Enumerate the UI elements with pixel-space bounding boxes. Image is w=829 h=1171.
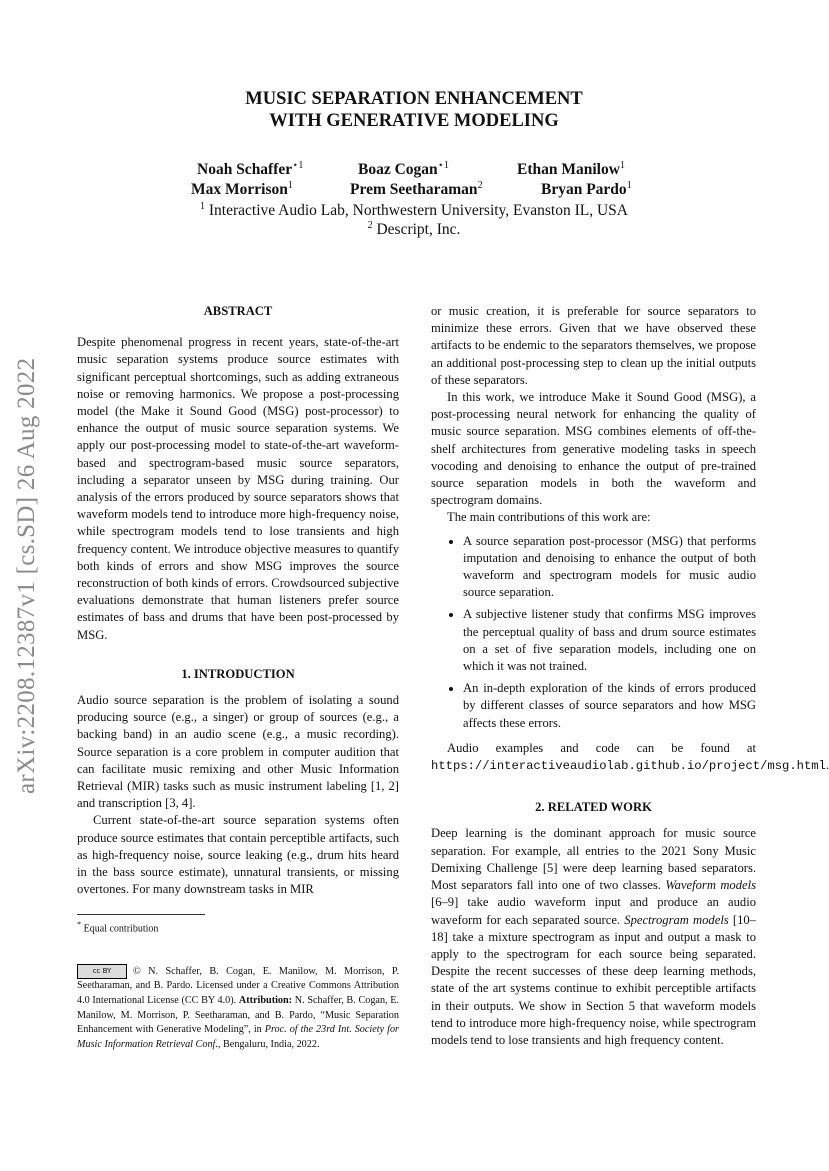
contribution-item: • A source separation post-processor (MSG) that performs imputation and denoising to enhance the output of both waveform and spectrogram models for music audio source separation. [463,533,756,602]
related-work-paragraph: Deep learning is the dominant approach for music source separation. For example, all entries to the 2021 Sony Music Demixing Challenge [5] were deep learning based separators. Most separators fall into one of two classes. Waveform models [6–9] take audio waveform input and produce an audio waveform for each separated source. Spectrogram models [10–18] take a mixture spectrogram as input and output a mask to apply to the spectrogram for each source being separated. Despite the recent successes of these deep learning methods, state of the art systems continue to exhibit perceptible artifacts in their outputs. We show in Section 5 that waveform models tend to introduce more high-frequency noise, while spectrogram models tend to lose transients and high frequency content. [431,826,757,1047]
footnote: * Equal contribution [77,920,159,935]
introduction-heading: 1. INTRODUCTION [181,666,295,681]
intro-paragraph-2: Current state-of-the-art source separation systems often produce source estimates that contain perceptible artifacts, such as high-frequency noise, source leaking (e.g., drum hits heard in the bass source estimate), unnatural transients, or missing overtones. For many downstream tasks in MIR [77,813,399,897]
attribution-text: N. Schaffer, B. Cogan, E. Manilow, M. Morrison, P. Seetharaman, and B. Pardo, “Music Separation Enhancement with Generative Modeling”, in [77,995,400,1036]
title-line-1: MUSIC SEPARATION ENHANCEMENT [245,89,583,109]
contribution-item: • An in-depth exploration of the kinds of errors produced by different classes of source separators and how MSG affects these errors. [463,680,756,732]
arxiv-identifier: arXiv:2208.12387v1 [cs.SD] 26 Aug 2022 [13,357,40,794]
right-paragraph-1: or music creation, it is preferable for source separators to minimize these errors. Given that we have observed these artifacts to be endemic to the separators themselves, we propose an additional post-processing step to clean up the initial outputs of these separators. [431,304,756,387]
related-work-heading: 2. RELATED WORK [535,800,652,815]
attribution-tail: , Bengaluru, India, 2022. [217,1038,320,1050]
license-text: © N. Schaffer, B. Cogan, E. Manilow, M. Morrison, P. Seetharaman, and B. Pardo. Licensed under a Creative Commons Attribution 4.0 International License (CC BY 4.0). [77,965,399,1007]
author-3: Ethan Manilow$^1$ [517,160,625,179]
left-column [77,303,399,899]
project-url-link[interactable]: https://interactiveaudiolab.github.io/project/msg.html [431,759,826,774]
footnote-rule [77,914,205,915]
paper-title [0,88,828,132]
intro-paragraph-1: Audio source separation is the problem of isolating a sound producing source (e.g., a singer) or group of sources (e.g., a backing band) in an audio scene (e.g., a music recording). Source separation is a core problem in computer audition that can facilitate music remixing and other Music Information Retrieval (MIR) tasks such as music instrument labeling [1, 2] and transcription [3, 4]. [77,693,399,811]
right-column [431,303,829,1049]
right-paragraph-2: In this work, we introduce Make it Sound Good (MSG), a post-processing neural network for enhancing the quality of music source separation. MSG combines elements of off-the-shelf architectures from generative modeling tasks in speech vocoding and denoising to enhance the output of pre-trained source separation models in both the waveform and spectrogram domains. [431,390,756,508]
title-line-2: WITH GENERATIVE MODELING [269,111,559,131]
affiliation-1: $^1$ Interactive Audio Lab, Northwestern University, Evanston IL, USA [200,201,628,220]
contributions-list [431,533,756,732]
affiliation-2: $^2$ Descript, Inc. [367,220,461,239]
abstract-text: Despite phenomenal progress in recent years, state-of-the-art music separation systems produce source estimates with significant perceptual shortcomings, such as adding extraneous noise or removing harmonics. We propose a post-processing model (the Make it Sound Good (MSG) post-processor) to enhance the output of music source separation systems. We apply our post-processing model to state-of-the-art waveform-based and spectrogram-based music source separators, including a separator unseen by MSG during training. Our analysis of the errors produced by source separators shows that waveform models tend to introduce more high-frequency noise, while spectrogram models tend to lose transients and high frequency content. We introduce objective measures to quantify both kinds of errors and show MSG improves the source reconstruction of both kinds of errors. Crowdsourced subjective evaluations demonstrate that human listeners prefer source estimates of bass and drums that have been post-processed by MSG. [77,335,399,642]
author-1: Noah Schaffer$^{⋆1}$ [197,160,304,179]
attribution-label: Attribution: [238,995,293,1007]
author-5: Prem Seetharaman$^2$ [350,180,483,199]
contribution-item: • A subjective listener study that confirms MSG improves the perceptual quality of bass and drum source estimates on a set of five separation models, including one on which it was not trained. [463,606,756,675]
license-block [77,964,399,1052]
abstract-heading: ABSTRACT [203,304,273,318]
author-2: Boaz Cogan$^{⋆1}$ [358,160,449,179]
author-4: Max Morrison$^1$ [191,180,293,199]
examples-paragraph: Audio examples and code can be found at https://interactiveaudiolab.github.io/project/msg.html. [431,740,829,774]
right-paragraph-3: The main contributions of this work are: [447,510,651,525]
cc-by-badge-icon[interactable]: cc BY [77,964,127,979]
attribution-venue: Proc. of the 23rd Int. Society for Music Information Retrieval Conf. [77,1024,399,1050]
author-6: Bryan Pardo$^1$ [541,180,632,199]
